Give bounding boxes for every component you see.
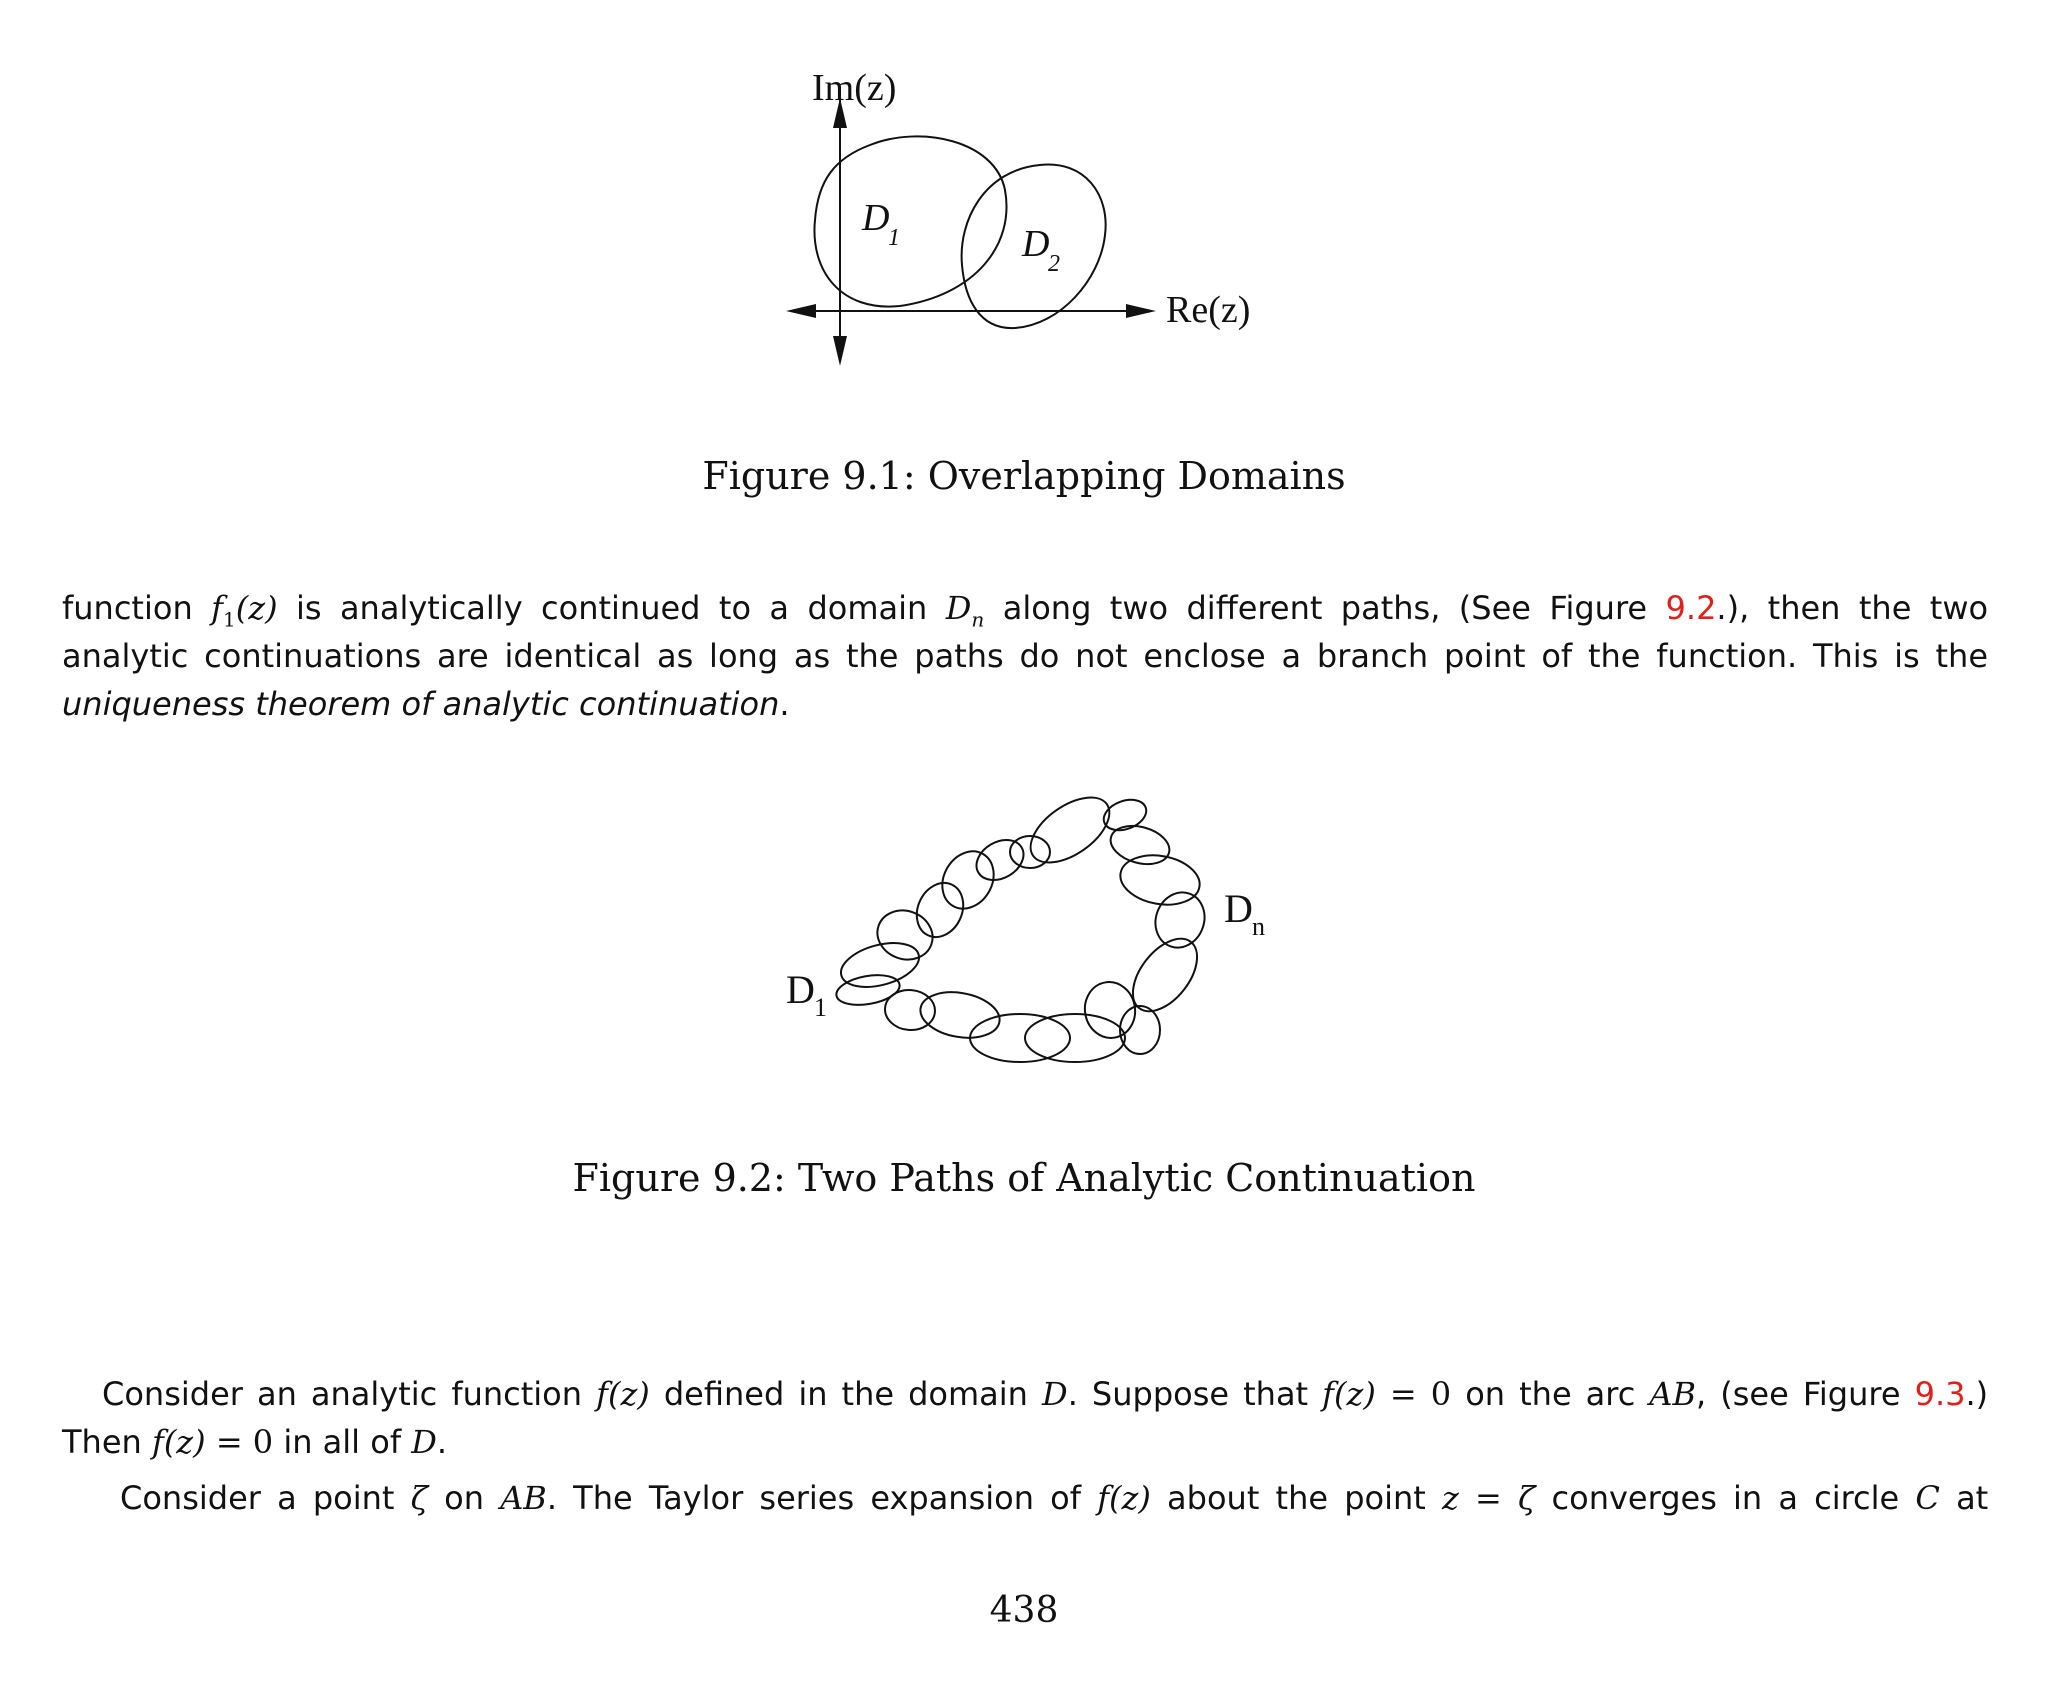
continuation-disk-11: [1116, 849, 1203, 910]
continuation-disk-7: [1010, 836, 1050, 868]
text-consider: Consider an analytic function: [102, 1375, 583, 1413]
math-AB-1: AB: [1649, 1375, 1697, 1413]
text-then-two: .), then the two: [1716, 589, 1989, 627]
math-D-1: D: [1042, 1375, 1068, 1413]
link-figure-9-2[interactable]: 9.2: [1665, 589, 1717, 627]
math-D: D: [945, 589, 972, 627]
d1-label: D: [862, 197, 890, 239]
text-on: on: [444, 1479, 485, 1517]
math-z: z: [1441, 1479, 1459, 1517]
text-close-paren: .): [1965, 1375, 1989, 1413]
continuation-disk-10: [1106, 820, 1173, 870]
text-continued: is analytically continued to a domain: [295, 589, 928, 627]
text-function: function: [62, 589, 193, 627]
continuation-disk-17: [970, 1014, 1070, 1062]
text-then: Then: [62, 1423, 142, 1461]
continuation-disk-9: [1100, 794, 1151, 835]
math-arg-z: (z): [235, 589, 278, 627]
continuation-disk-6: [969, 832, 1030, 888]
math-zeta-1: ζ: [410, 1479, 428, 1517]
text-see-figure: , (see Figure: [1696, 1375, 1901, 1413]
math-D-2: D: [411, 1423, 437, 1461]
math-fz-2: f(z): [1322, 1375, 1376, 1413]
continuation-disk-5: [932, 842, 1004, 918]
math-eq-zero-1: = 0: [1389, 1375, 1452, 1413]
math-AB-2: AB: [500, 1479, 547, 1517]
text-about-point: about the point: [1167, 1479, 1426, 1517]
continuation-disk-15: [1081, 978, 1140, 1042]
continuation-disk-1: [834, 971, 902, 1010]
uniqueness-theorem-emphasis: uniqueness theorem of analytic continuation: [62, 685, 780, 723]
continuation-disks: [834, 785, 1212, 1062]
math-fz-4: f(z): [1097, 1479, 1151, 1517]
math-equals: =: [1475, 1479, 1502, 1517]
continuation-disk-18: [917, 986, 1003, 1043]
text-suppose: . Suppose that: [1067, 1375, 1309, 1413]
d1-start-label: D: [786, 967, 815, 1012]
math-eq-zero-2: = 0: [215, 1423, 274, 1461]
im-axis-label: Im(z): [812, 67, 897, 109]
paragraph-analytic-continuation-line3: [62, 680, 1988, 728]
link-figure-9-3[interactable]: 9.3: [1914, 1375, 1966, 1413]
domain-d1-curve: [814, 136, 1006, 306]
text-converges: converges in a circle: [1551, 1479, 1900, 1517]
continuation-disk-2: [836, 935, 924, 994]
page-number: 438: [989, 1590, 1059, 1631]
d1-subscript: 1: [888, 225, 900, 251]
text-period-2: .: [436, 1423, 448, 1461]
d2-subscript: 2: [1048, 251, 1060, 277]
continuation-disk-16: [1025, 1014, 1125, 1062]
math-f: f: [211, 589, 223, 627]
text-period: .: [779, 685, 790, 723]
text-paths: along two different paths, (See Figure: [1002, 589, 1648, 627]
continuation-disk-3: [870, 903, 939, 967]
text-consider-point: Consider a point: [120, 1479, 395, 1517]
dn-end-label: D: [1224, 886, 1253, 931]
continuation-disk-12: [1148, 885, 1212, 954]
figure-9-2-caption: Figure 9.2: Two Paths of Analytic Continuation: [572, 1156, 1476, 1200]
continuation-disk-4: [908, 875, 972, 944]
math-C: C: [1915, 1479, 1940, 1517]
continuation-disk-14: [1120, 1006, 1160, 1054]
paragraph-taylor-series: [62, 1474, 1988, 1522]
text-in-all-of: in all of: [283, 1423, 402, 1461]
math-f-sub: 1: [222, 607, 236, 632]
paragraph-arc-ab-line2: [62, 1418, 1988, 1466]
paragraph-arc-ab-line1: [62, 1370, 1988, 1418]
math-fz-3: f(z): [151, 1423, 206, 1461]
dn-end-subscript: n: [1252, 912, 1265, 941]
d2-label: D: [1022, 223, 1050, 265]
continuation-disk-13: [1120, 927, 1210, 1023]
text-at: at: [1956, 1479, 1989, 1517]
math-fz-1: f(z): [596, 1375, 650, 1413]
re-axis-label: Re(z): [1166, 289, 1251, 331]
paragraph-analytic-continuation-line2: analytic continuations are identical as long as the paths do not enclose a branch point of the function. This is the: [62, 637, 1988, 675]
imaginary-axis-down-arrow: [833, 336, 847, 366]
continuation-disk-8: [1019, 785, 1120, 876]
d1-start-subscript: 1: [814, 993, 827, 1022]
real-axis-left-arrow: [786, 304, 816, 318]
text-defined: defined in the domain: [663, 1375, 1028, 1413]
text-taylor: . The Taylor series expansion of: [546, 1479, 1082, 1517]
math-D-sub: n: [971, 607, 985, 632]
text-on-the-arc: on the arc: [1465, 1375, 1636, 1413]
figure-overlapping-domains: [0, 0, 2048, 420]
continuation-disk-19: [883, 988, 936, 1032]
figure-9-1-caption: Figure 9.1: Overlapping Domains: [702, 454, 1346, 498]
real-axis-right-arrow: [1126, 304, 1156, 318]
math-zeta-2: ζ: [1518, 1479, 1536, 1517]
